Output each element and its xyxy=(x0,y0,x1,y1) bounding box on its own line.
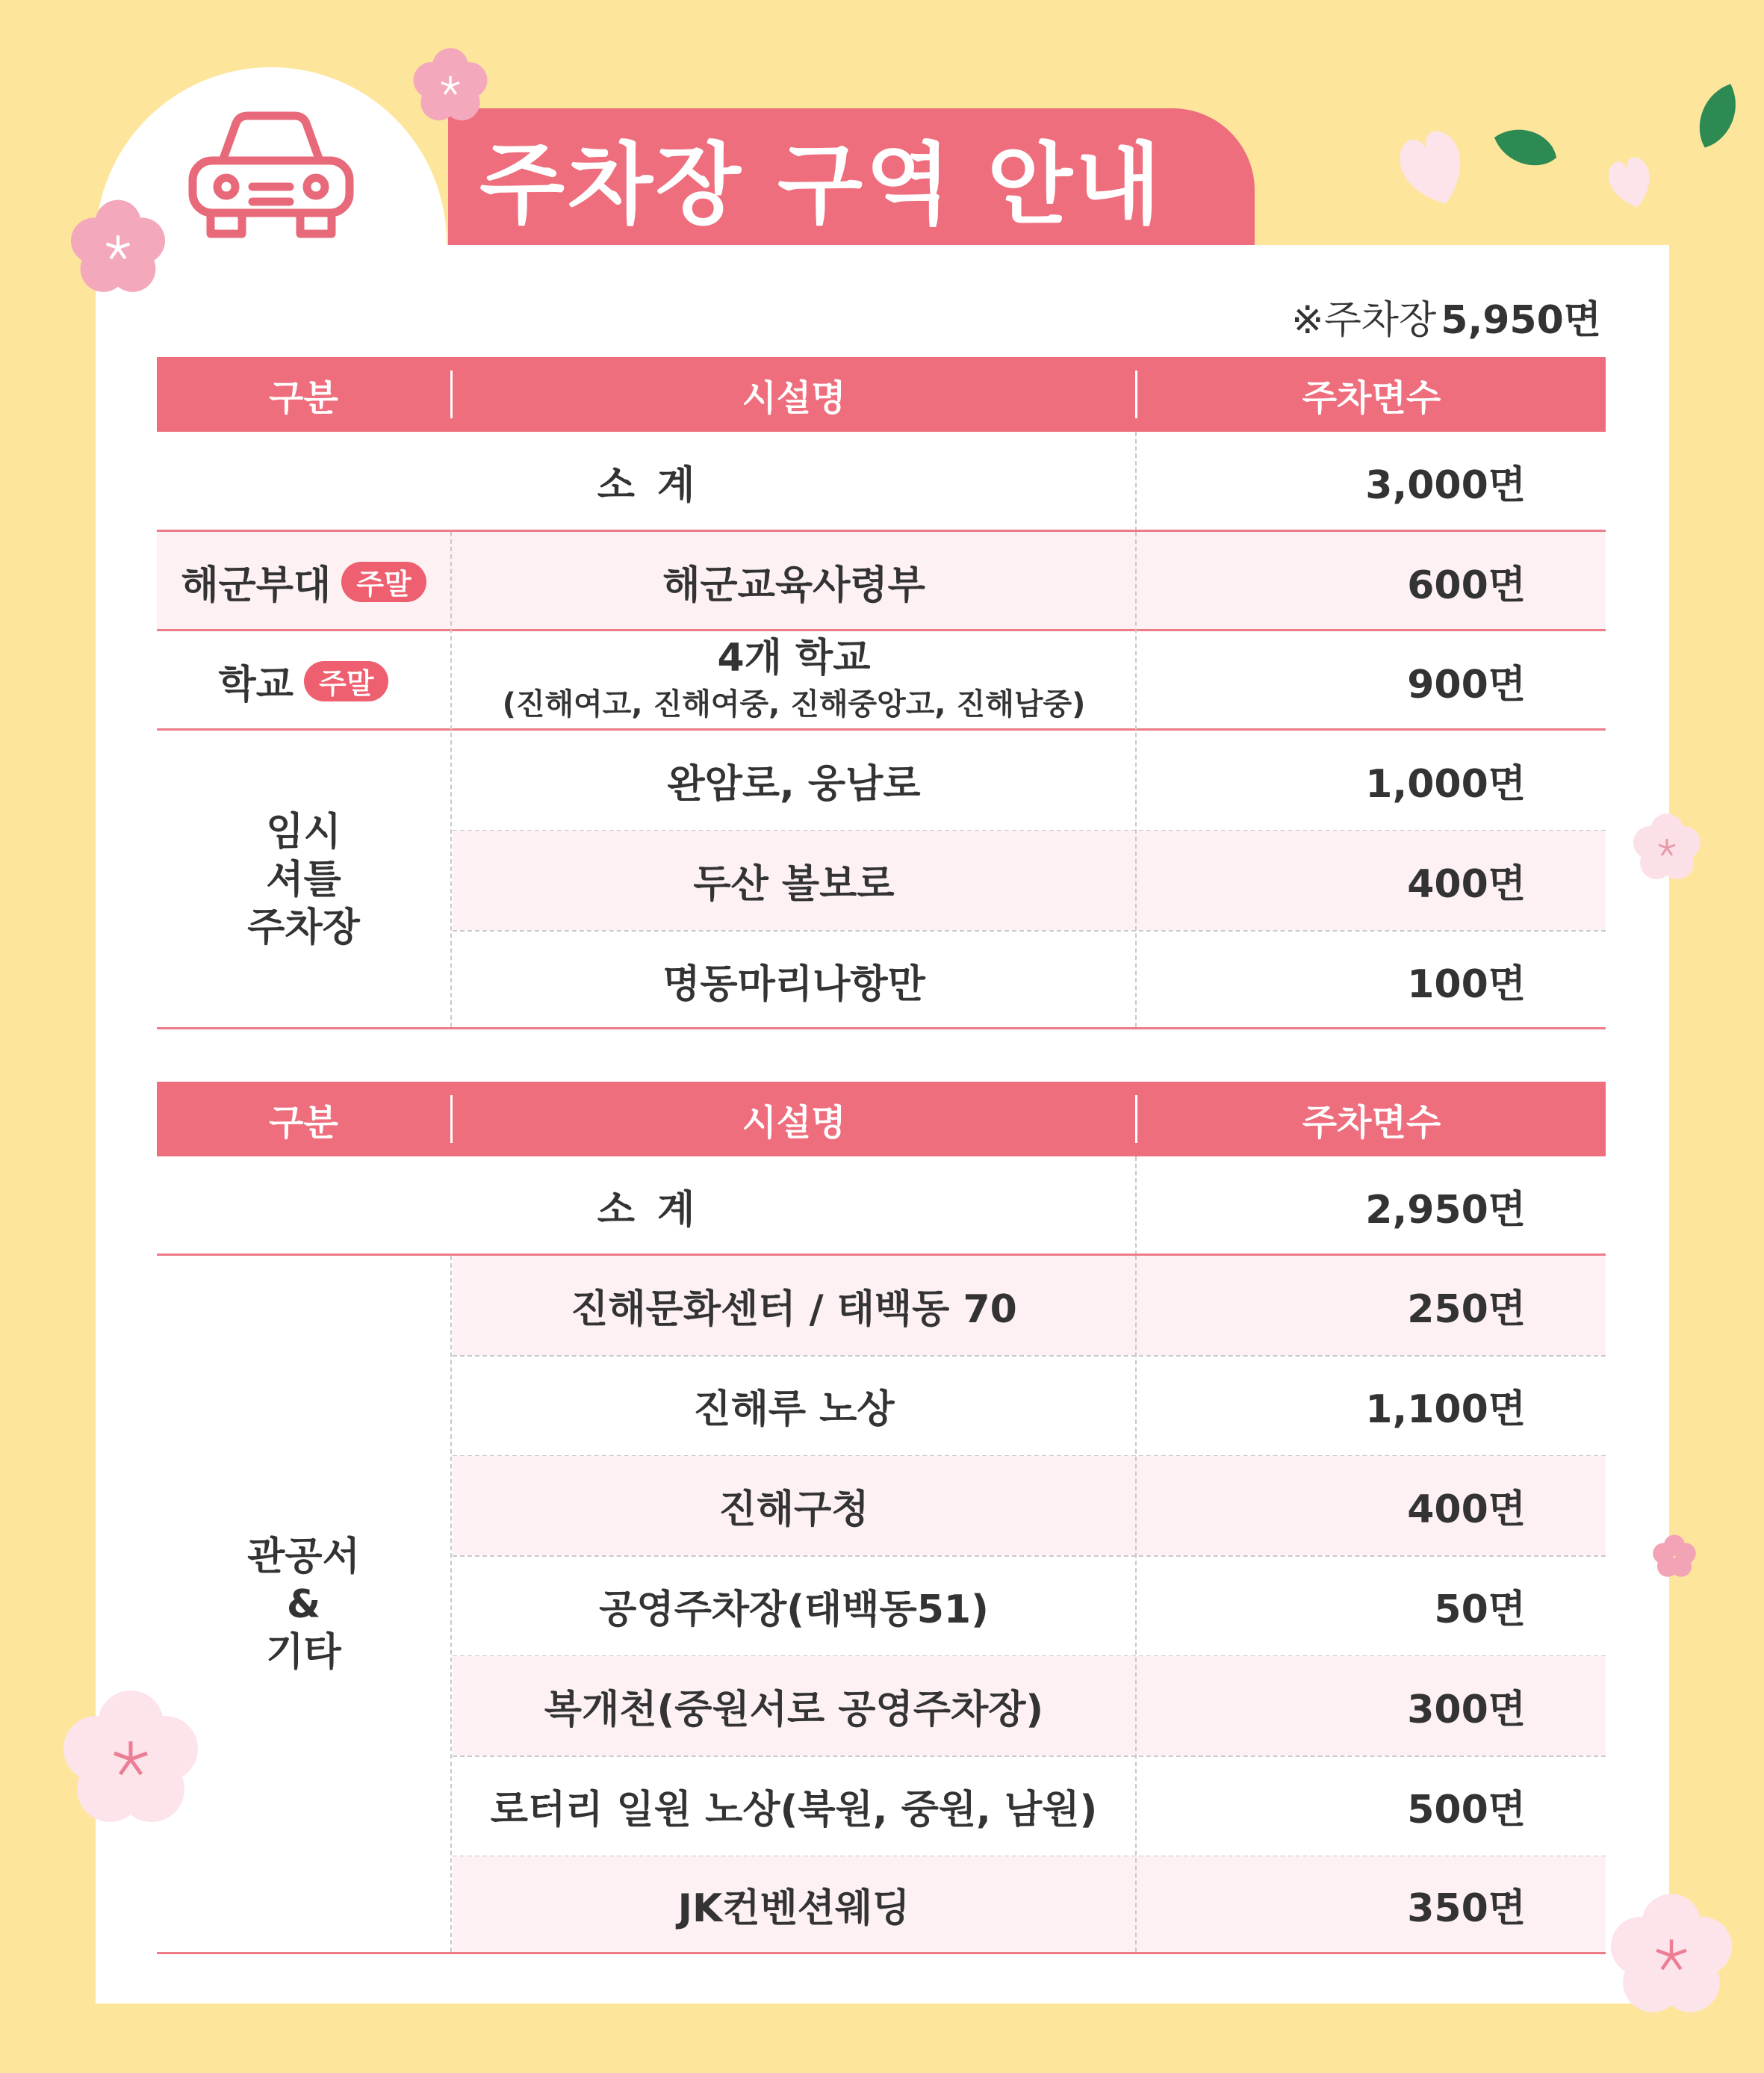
table-row xyxy=(453,1656,1606,1756)
header-facility: 시설명 xyxy=(742,377,846,419)
facility-name: 진해문화센터 / 태백동 70 xyxy=(571,1287,1017,1332)
table-row xyxy=(453,731,1606,830)
facility-name: 명동마리나항만 xyxy=(662,962,925,1007)
parking-count: 400면 xyxy=(1407,862,1526,907)
facility-name: 두산 볼보로 xyxy=(693,862,895,907)
car-icon xyxy=(185,108,357,243)
total-prefix: ※주차장 xyxy=(1291,297,1437,343)
column-divider xyxy=(1135,532,1137,1027)
header-category: 구분 xyxy=(269,377,338,419)
facility-name: 진해구청 xyxy=(718,1487,869,1532)
blossom-icon xyxy=(1630,811,1704,885)
weekend-badge: 주말 xyxy=(304,661,388,701)
subtotal-value: 3,000면 xyxy=(1365,463,1526,508)
blossom-icon xyxy=(1604,1888,1739,2023)
parking-count: 1,000면 xyxy=(1365,762,1526,807)
facility-name xyxy=(453,631,1135,731)
parking-count: 300면 xyxy=(1407,1688,1526,1732)
category-label: 해군부대 xyxy=(181,563,332,608)
parking-count: 350면 xyxy=(1407,1886,1526,1931)
header-count: 주차면수 xyxy=(1302,1101,1441,1144)
category-school xyxy=(157,631,450,731)
category-line: 관공서 xyxy=(247,1534,360,1579)
subtotal-row xyxy=(157,432,1606,531)
leaf-icon xyxy=(1490,123,1561,172)
table-row xyxy=(453,1756,1606,1856)
table-row xyxy=(157,532,1606,631)
category-line: 임시 xyxy=(266,810,341,855)
parking-count: 1,100면 xyxy=(1365,1387,1526,1432)
row-divider xyxy=(157,1952,1606,1954)
table-row xyxy=(453,1256,1606,1355)
parking-count: 900면 xyxy=(1407,663,1526,707)
parking-count: 50면 xyxy=(1434,1587,1526,1632)
column-divider xyxy=(450,1256,452,1952)
category-line: 기타 xyxy=(266,1629,341,1675)
category-line: & xyxy=(286,1581,321,1627)
header-category: 구분 xyxy=(269,1101,338,1144)
blossom-icon xyxy=(409,45,491,127)
table-header xyxy=(157,1082,1606,1156)
facility-name: 진해루 노상 xyxy=(693,1387,895,1432)
subtotal-row xyxy=(157,1156,1606,1255)
blossom-icon xyxy=(66,196,170,300)
header-facility: 시설명 xyxy=(742,1101,846,1144)
column-divider xyxy=(1135,432,1137,531)
subtotal-label: 소 계 xyxy=(597,463,695,508)
total-value: 5,950면 xyxy=(1441,297,1601,343)
parking-count: 250면 xyxy=(1407,1287,1526,1332)
subtotal-value: 2,950면 xyxy=(1365,1187,1526,1233)
blossom-icon xyxy=(1650,1533,1698,1581)
facility-main: 4개 학교 xyxy=(717,635,871,681)
parking-count: 400면 xyxy=(1407,1487,1526,1532)
parking-count: 500면 xyxy=(1407,1788,1526,1832)
facility-sub: (진해여고, 진해여중, 진해중앙고, 진해남중) xyxy=(502,687,1086,722)
column-divider xyxy=(450,532,452,1027)
subtotal-label: 소 계 xyxy=(597,1187,695,1233)
header-count: 주차면수 xyxy=(1302,377,1441,419)
table-row xyxy=(157,631,1606,731)
total-parking-note xyxy=(1291,290,1601,342)
category-public-other xyxy=(157,1256,450,1953)
facility-name: 로터리 일원 노상(북원, 중원, 남원) xyxy=(490,1788,1098,1832)
category-navy xyxy=(157,532,450,631)
category-line: 셔틀 xyxy=(266,858,341,902)
table-row xyxy=(453,931,1606,1030)
facility-name: 해군교육사령부 xyxy=(662,563,925,608)
facility-name: JK컨벤션웨딩 xyxy=(677,1886,910,1931)
facility-name: 공영주차장(태백동51) xyxy=(599,1587,989,1632)
category-label: 학교 xyxy=(218,663,294,707)
petal-icon xyxy=(1604,153,1656,209)
parking-count: 100면 xyxy=(1407,962,1526,1007)
table-header xyxy=(157,357,1606,432)
petal-icon xyxy=(1395,126,1470,208)
facility-name: 복개천(중원서로 공영주차장) xyxy=(544,1688,1044,1732)
parking-table-2 xyxy=(157,1082,1606,1954)
table-row xyxy=(453,1456,1606,1555)
table-row xyxy=(453,1856,1606,1953)
leaf-icon xyxy=(1695,78,1740,153)
table-row xyxy=(453,1356,1606,1455)
page-title: 주차장 구역 안내 xyxy=(479,132,1164,236)
column-divider xyxy=(1135,1156,1137,1255)
table-row xyxy=(453,831,1606,930)
parking-table-1 xyxy=(157,357,1606,1029)
row-divider xyxy=(157,1027,1606,1029)
facility-name: 완암로, 웅남로 xyxy=(667,762,921,807)
category-shuttle xyxy=(157,731,450,1029)
column-divider xyxy=(1135,1256,1137,1952)
table-row xyxy=(453,1556,1606,1655)
parking-count: 600면 xyxy=(1407,563,1526,608)
weekend-badge: 주말 xyxy=(341,562,426,602)
category-line: 주차장 xyxy=(247,905,360,950)
